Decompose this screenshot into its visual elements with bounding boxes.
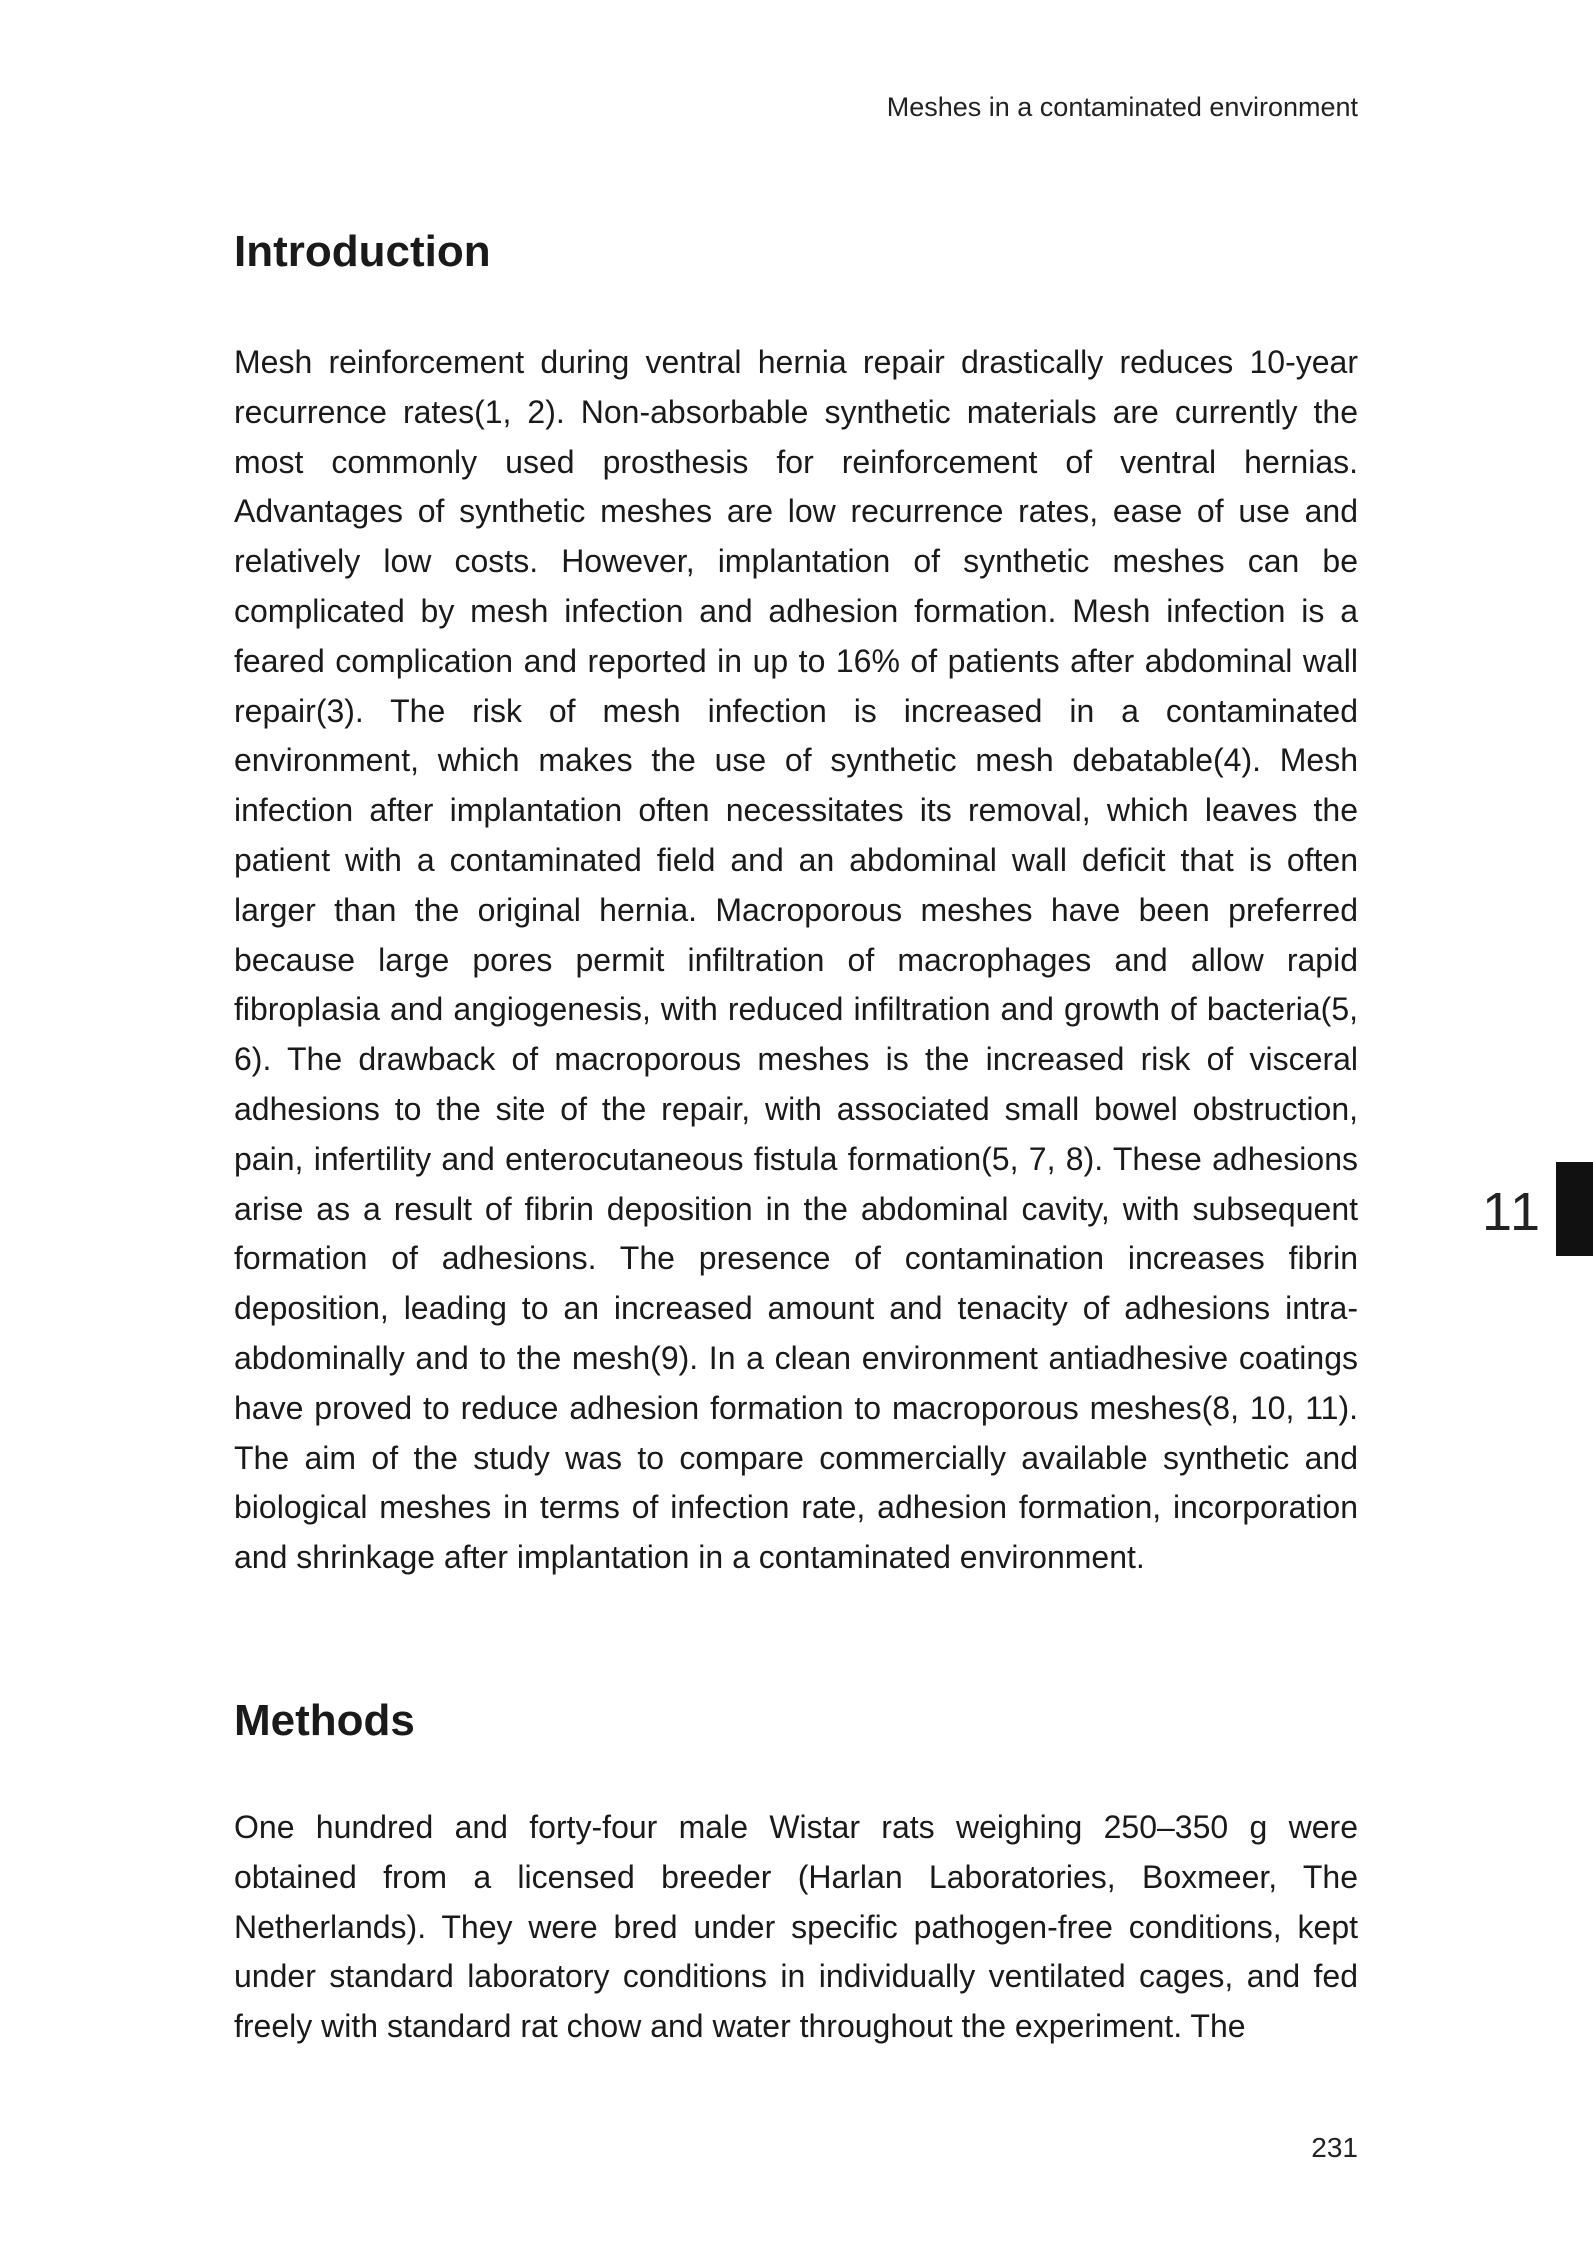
methods-paragraph: One hundred and forty-four male Wistar rats weighing 250–350 g were obtained from a licensed breeder (Harlan Laboratories, Boxmeer, The Netherlands). They were bred under specific pathogen-free conditions, kept under standard laboratory conditions in individually ventilated cages, and fed freely with standard rat chow and water throughout the experiment. The [234, 1808, 1358, 2045]
page-body [234, 222, 1358, 2052]
introduction-paragraph: Mesh reinforcement during ventral hernia repair drastically reduces 10-year recurrence rates(1, 2). Non-absorbable synthetic materials are currently the most commonly used prosthesis for reinforcement of ventral hernias. Advantages of synthetic meshes are low recurrence rates, ease of use and relatively low costs. However, implantation of synthetic meshes can be complicated by mesh infection and adhesion formation. Mesh infection is a feared complication and reported in up to 16% of patients after abdominal wall repair(3). The risk of mesh infection is increased in a contaminated environment, which makes the use of synthetic mesh debatable(4). Mesh infection after implantation often necessitates its removal, which leaves the patient with a contaminated field and an abdominal wall deficit that is often larger than the original hernia. Macroporous meshes have been preferred because large pores permit infiltration of macrophages and allow rapid fibroplasia and angiogenesis, with reduced infiltration and growth of bacteria(5, 6). The drawback of macroporous meshes is the increased risk of visceral adhesions to the site of the repair, with associated small bowel obstruction, pain, infertility and enterocutaneous fistula formation(5, 7, 8). These adhesions arise as a result of fibrin deposition in the abdominal cavity, with subsequent formation of adhesions. The presence of contamination increases fibrin deposition, leading to an increased amount and tenacity of adhesions intra-abdominally and to the mesh(9). In a clean environment antiadhesive coatings have proved to reduce adhesion formation to macroporous meshes(8, 10, 11). The aim of the study was to compare commercially available synthetic and biological meshes in terms of infection rate, adhesion formation, incorporation and shrinkage after implantation in a contaminated environment. [234, 344, 1358, 1576]
chapter-thumb-tab [1556, 1162, 1593, 1256]
chapter-number: 11 [1482, 1182, 1543, 1242]
introduction-heading: Introduction [234, 227, 491, 276]
methods-heading: Methods [234, 1695, 415, 1745]
page-number: 231 [1311, 2132, 1358, 2163]
running-header: Meshes in a contaminated environment [886, 92, 1358, 122]
